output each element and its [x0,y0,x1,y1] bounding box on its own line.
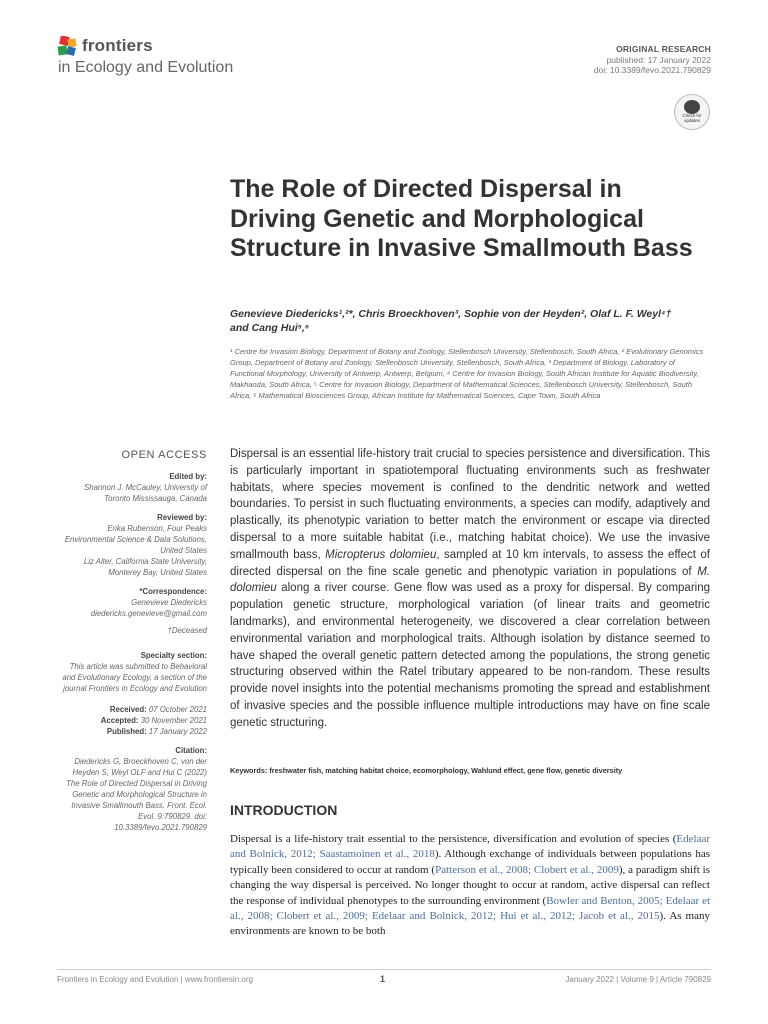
edited-by-label: Edited by: [169,472,207,481]
received-label: Received: [109,705,147,714]
reviewer-1: Erika Rubenson, Four Peaks Environmental Science & Data Solutions, United States [64,524,207,555]
affiliations: ¹ Centre for Invasion Biology, Department of Botany and Zoology, Stellenbosch University, Stellenbosch, South Africa, ² Evolutionary Genomics Group, Department of Botany and Zoology, Stellenbosch University, Stellenbosch, South Africa, ³ Department of Biology, Laboratory of Functional Morphology, University of Antwerp, Antwerp, Belgium, ⁴ Centre for Invasion Biology, South African Institute for Aquatic Biodiversity, Makhanda, South Africa, ⁵ Centre for Invasion Biology, Department of Mathematical Sciences, Stellenbosch University, Stellenbosch, South Africa, ⁶ Mathematical Biosciences Group, African Institute for Mathematical Sciences, Cape Town, South Africa [230,347,704,400]
article-title: The Role of Directed Dispersal in Driving Genetic and Morphological Structure in Invasive Smallmouth Bass [230,175,693,262]
footer-divider [57,969,711,970]
abstract [230,446,710,732]
logo-name: frontiers [82,36,153,55]
reviewer-2: Liz Alter, California State University, Monterey Bay, United States [83,557,207,577]
citation-label: Citation: [175,746,207,755]
deceased-note: †Deceased [167,626,207,635]
article-sidebar [57,450,207,833]
published-label: Published: [106,727,147,736]
citation-link[interactable]: Edelaar and Bolnick, 2012; Saastamoinen et al., 2018 [230,833,710,861]
citation-text: Diedericks G, Broeckhoven C, von der Heyden S, Weyl OLF and Hui C (2022) The Role of Directed Dispersal in Driving Genetic and Morphological Structure in Invasive Smallmouth Bass. Front. Ecol. Evol. 9:790829. doi: 10.3389/fevo.2021.790829 [66,757,207,832]
check-updates-label: Check for updates [682,113,702,123]
citation-link[interactable]: Bowler and Benton, 2005; Edelaar et al., 2008; Clobert et al., 2009; Edelaar and Bolnick, 2012; Hui et al., 2012; Jacob et al., 2015 [230,894,711,923]
journal-logo[interactable] [57,34,297,84]
check-for-updates-button[interactable] [674,94,710,134]
dates [57,704,207,737]
citation-link[interactable]: Patterson et al., 2008; Clobert et al., 2009 [435,863,619,876]
check-updates-icon [674,94,710,130]
introduction-text [230,832,710,940]
specialty-text: This article was submitted to Behavioral and Evolutionary Ecology, a section of the journal Frontiers in Ecology and Evolution [62,662,207,693]
correspondence-email[interactable]: diedericks.genevieve@gmail.com [90,609,207,618]
abstract-text-3: along a river course. Gene flow was used as a proxy for dispersal. By comparing population genetic structure, morphological variation (of linear traits and geometric landmarks), and environmental heterogeneity, we discovered a clear correlation between environmental variation and morphological traits. Although isolation by distance seemed to have shaped the overall genetic pattern detected among the populations, the strong genetic structuring observed within the Ratel tributary appeared to be non-random. These results provide novel insights into the potential mechanisms promoting the spread and establishment of invasive species and the possible influence multiple introductions may have on fine scale genetic structuring. [230,582,710,729]
correspondence-label: *Correspondence: [139,587,207,596]
species-name-short: M. dolomieu [230,565,710,595]
accepted-label: Accepted: [100,716,139,725]
reviewed-by-label: Reviewed by: [157,513,207,522]
open-access-label: OPEN ACCESS [121,449,207,461]
introduction-heading: INTRODUCTION [230,802,338,818]
species-name: Micropterus dolomieu [325,548,437,561]
frontiers-logo-icon [57,36,79,58]
footer-journal[interactable]: Frontiers in Ecology and Evolution | www.frontiersin.org [57,975,253,984]
abstract-text-1: Dispersal is an essential life-history trait crucial to species persistence and diversification. This is particularly important in spatiotemporal fluctuating environments such as freshwater habitats, where species movement is confined to the dendritic network and wetted boundaries. To persist in such fluctuating environments, a species can modify, adaptively and plastically, its phenotypic variation to better match the environment or escape via directed dispersal to a more suitable habitat (i.e., matching habitat choice). We use the invasive smallmouth bass, [230,448,710,561]
specialty-label: Specialty section: [140,651,207,660]
authors-line-1: Genevieve Diedericks¹,²*, Chris Broeckhoven³, Sophie von der Heyden², Olaf L. F. Weyl⁴† [230,308,672,320]
page-number: 1 [380,974,386,984]
keywords: Keywords: freshwater fish, matching habitat choice, ecomorphology, Wahlund effect, gene flow, genetic diversity [230,766,623,775]
intro-text-1: Dispersal is a life-history trait essential to the persistence, diversification and evolution of species ( [230,833,677,845]
author-list [230,308,710,335]
authors-line-2: and Cang Hui⁵,⁶ [230,321,310,334]
intro-text-3: ), a paradigm shift is changing the way dispersal is perceived. No longer thought to occur at random, active dispersal can reflect the response of individual phenotypes to the surrounding environment ( [230,863,710,907]
published-date: published: 17 January 2022 [606,54,711,65]
abstract-text-2: , sampled at 10 km intervals, to assess the effect of directed dispersal on the fine scale genetic and phenotypic variation in populations of [230,548,710,578]
received-date: 07 October 2021 [148,705,207,714]
intro-text-4: ). As many environments are known to be both [230,910,710,938]
footer-issue: January 2022 | Volume 9 | Article 790829 [565,975,711,984]
doi[interactable]: doi: 10.3389/fevo.2021.790829 [593,65,711,75]
article-meta [594,44,711,76]
journal-name: in Ecology and Evolution [58,59,234,76]
article-type: ORIGINAL RESEARCH [616,44,711,54]
correspondence-name: Genevieve Diedericks [131,598,207,607]
intro-text-2: ). Although exchange of individuals between populations has typically been considered to occur at random ( [230,848,710,876]
accepted-date: 30 November 2021 [140,716,207,725]
editor: Shannon J. McCauley, University of Toronto Mississauga, Canada [84,483,207,503]
published-date-sidebar: 17 January 2022 [148,727,207,736]
